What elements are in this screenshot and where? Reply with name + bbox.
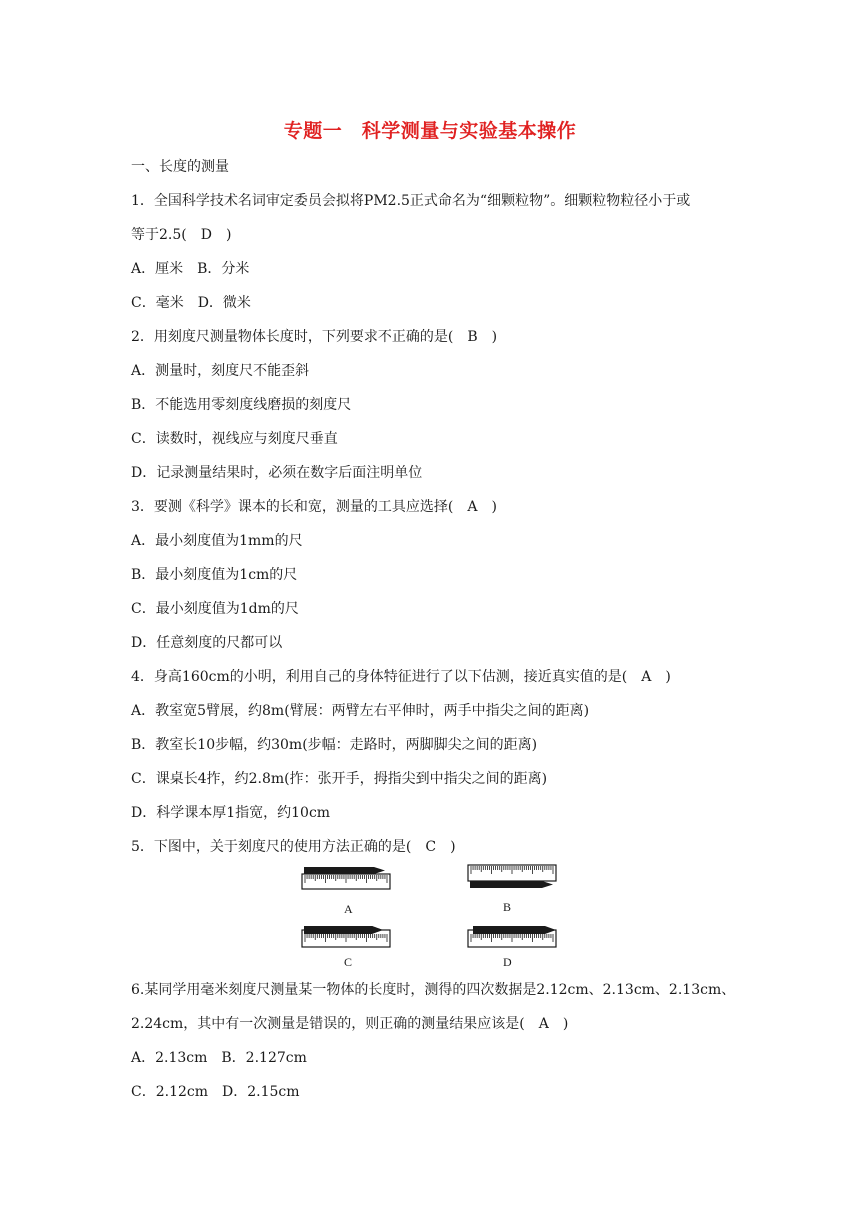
question-3-option-b: B．最小刻度值为1cm的尺 bbox=[131, 567, 298, 583]
question-4-stem: 4．身高160cm的小明，利用自己的身体特征进行了以下估测，接近真实值的是( A ) bbox=[131, 669, 671, 685]
page-title: 专题一 科学测量与实验基本操作 bbox=[283, 120, 577, 142]
question-1-options-cd: C．毫米 D．微米 bbox=[131, 295, 251, 311]
question-2-option-a: A．测量时，刻度尺不能歪斜 bbox=[131, 363, 310, 379]
figure-label-c: C bbox=[344, 955, 353, 969]
question-2-stem: 2．用刻度尺测量物体长度时，下列要求不正确的是( B ) bbox=[131, 329, 498, 345]
question-3-option-c: C．最小刻度值为1dm的尺 bbox=[131, 601, 299, 617]
ruler-figure-c bbox=[301, 924, 397, 950]
question-3-option-a: A．最小刻度值为1mm的尺 bbox=[131, 533, 303, 549]
measured-object bbox=[470, 881, 542, 888]
object-tip bbox=[374, 867, 385, 874]
question-4-option-c: C．课桌长4拃，约2.8m(拃：张开手，拇指尖到中指尖之间的距离) bbox=[131, 771, 548, 787]
question-3-stem: 3．要测《科学》课本的长和宽，测量的工具应选择( A ) bbox=[131, 499, 497, 515]
question-4-option-a: A．教室宽5臂展，约8m(臂展：两臂左右平伸时，两手中指尖之间的距离) bbox=[131, 703, 590, 719]
object-tip bbox=[542, 881, 553, 888]
question-1-stem: 1．全国科学技术名词审定委员会拟将PM2.5正式命名为“细颗粒物”。细颗粒物粒径小于或 bbox=[131, 193, 691, 209]
ruler-figure-a bbox=[301, 866, 397, 892]
ruler-figure-d bbox=[465, 924, 561, 950]
measured-object-overlay bbox=[304, 926, 372, 934]
figure-label-b: B bbox=[503, 900, 512, 914]
question-2-option-b: B．不能选用零刻度线磨损的刻度尺 bbox=[131, 397, 352, 413]
measured-object bbox=[473, 926, 545, 934]
question-2-option-d: D．记录测量结果时，必须在数字后面注明单位 bbox=[131, 465, 423, 481]
figure-label-a: A bbox=[344, 902, 353, 916]
question-6-stem: 6.某同学用毫米刻度尺测量某一物体的长度时，测得的四次数据是2.12cm、2.13cm、2.13cm、 bbox=[131, 982, 736, 998]
figure-label-d: D bbox=[503, 955, 512, 969]
question-6-stem-cont: 2.24cm，其中有一次测量是错误的，则正确的测量结果应该是( A ) bbox=[131, 1016, 569, 1032]
question-4-option-b: B．教室长10步幅，约30m(步幅：走路时，两脚脚尖之间的距离) bbox=[131, 737, 538, 753]
question-2-option-c: C．读数时，视线应与刻度尺垂直 bbox=[131, 431, 338, 447]
question-4-option-d: D．科学课本厚1指宽，约10cm bbox=[131, 805, 331, 821]
question-6-options-cd: C．2.12cm D．2.15cm bbox=[131, 1084, 300, 1100]
question-5-stem: 5．下图中，关于刻度尺的使用方法正确的是( C ) bbox=[131, 839, 456, 855]
question-1-options-ab: A．厘米 B．分米 bbox=[131, 261, 250, 277]
question-3-option-d: D．任意刻度的尺都可以 bbox=[131, 635, 283, 651]
ruler-figure-b bbox=[465, 863, 561, 893]
measured-object bbox=[304, 867, 374, 874]
question-6-options-ab: A．2.13cm B．2.127cm bbox=[131, 1050, 307, 1066]
question-1-stem-cont: 等于2.5( D ) bbox=[131, 227, 232, 243]
section-heading: 一、长度的测量 bbox=[131, 159, 229, 175]
